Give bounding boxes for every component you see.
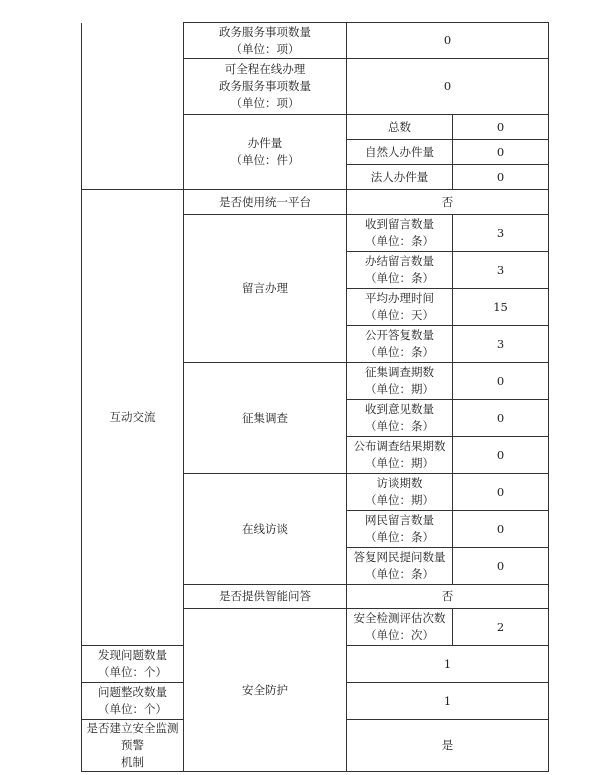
- msg-handled-value: 3: [453, 252, 549, 289]
- survey-opinions-label: 收到意见数量 （单位：条）: [347, 400, 453, 437]
- msg-public-reply-value: 3: [453, 326, 549, 363]
- handling-label: 办件量 （单位：件）: [184, 115, 347, 190]
- items-count-value: 0: [347, 23, 549, 59]
- survey-periods-value: 0: [453, 363, 549, 400]
- interview-answers-value: 0: [453, 548, 549, 585]
- msg-public-reply-label: 公开答复数量 （单位：条）: [347, 326, 453, 363]
- interview-periods-value: 0: [453, 474, 549, 511]
- survey-group-label: 征集调查: [184, 363, 347, 474]
- handling-natural-label: 自然人办件量: [347, 140, 453, 165]
- security-checks-value: 2: [453, 609, 549, 646]
- security-checks-label: 安全检测评估次数 （单位：次）: [347, 609, 453, 646]
- msg-avg-time-value: 15: [453, 289, 549, 326]
- online-items-label: 可全程在线办理 政务服务事项数量 （单位：项）: [184, 59, 347, 115]
- survey-results-label: 公布调查结果期数 （单位：期）: [347, 437, 453, 474]
- issues-fixed-value: 1: [347, 683, 549, 720]
- unified-platform-value: 否: [347, 190, 549, 215]
- row-unified-platform: [82, 190, 549, 215]
- handling-natural-value: 0: [453, 140, 549, 165]
- issues-found-label: 发现问题数量 （单位：个）: [82, 646, 184, 683]
- monitoring-value: 是: [347, 720, 549, 772]
- section-security: 安全防护: [184, 609, 347, 772]
- msg-handled-label: 办结留言数量 （单位：条）: [347, 252, 453, 289]
- smart-qa-value: 否: [347, 585, 549, 609]
- issues-found-value: 1: [347, 646, 549, 683]
- unified-platform-label: 是否使用统一平台: [184, 190, 347, 215]
- msg-received-value: 3: [453, 215, 549, 252]
- items-count-label: 政务服务事项数量 （单位：项）: [184, 23, 347, 59]
- interview-netizen-msgs-value: 0: [453, 511, 549, 548]
- statistics-table: [81, 22, 549, 772]
- online-items-value: 0: [347, 59, 549, 115]
- monitoring-label: 是否建立安全监测预警 机制: [82, 720, 184, 772]
- interview-answers-label: 答复网民提问数量 （单位：条）: [347, 548, 453, 585]
- smart-qa-label: 是否提供智能问答: [184, 585, 347, 609]
- survey-periods-label: 征集调查期数 （单位：期）: [347, 363, 453, 400]
- handling-total-label: 总数: [347, 115, 453, 140]
- survey-results-value: 0: [453, 437, 549, 474]
- msg-avg-time-label: 平均办理时间 （单位：天）: [347, 289, 453, 326]
- message-group-label: 留言办理: [184, 215, 347, 363]
- issues-fixed-label: 问题整改数量 （单位：个）: [82, 683, 184, 720]
- handling-total-value: 0: [453, 115, 549, 140]
- survey-opinions-value: 0: [453, 400, 549, 437]
- msg-received-label: 收到留言数量 （单位：条）: [347, 215, 453, 252]
- handling-legal-value: 0: [453, 165, 549, 190]
- handling-legal-label: 法人办件量: [347, 165, 453, 190]
- interview-netizen-msgs-label: 网民留言数量 （单位：条）: [347, 511, 453, 548]
- section-interaction: 互动交流: [82, 190, 184, 646]
- category-cell-blank: [82, 23, 184, 190]
- row-items-count: [82, 23, 549, 59]
- interview-periods-label: 访谈期数 （单位：期）: [347, 474, 453, 511]
- interview-group-label: 在线访谈: [184, 474, 347, 585]
